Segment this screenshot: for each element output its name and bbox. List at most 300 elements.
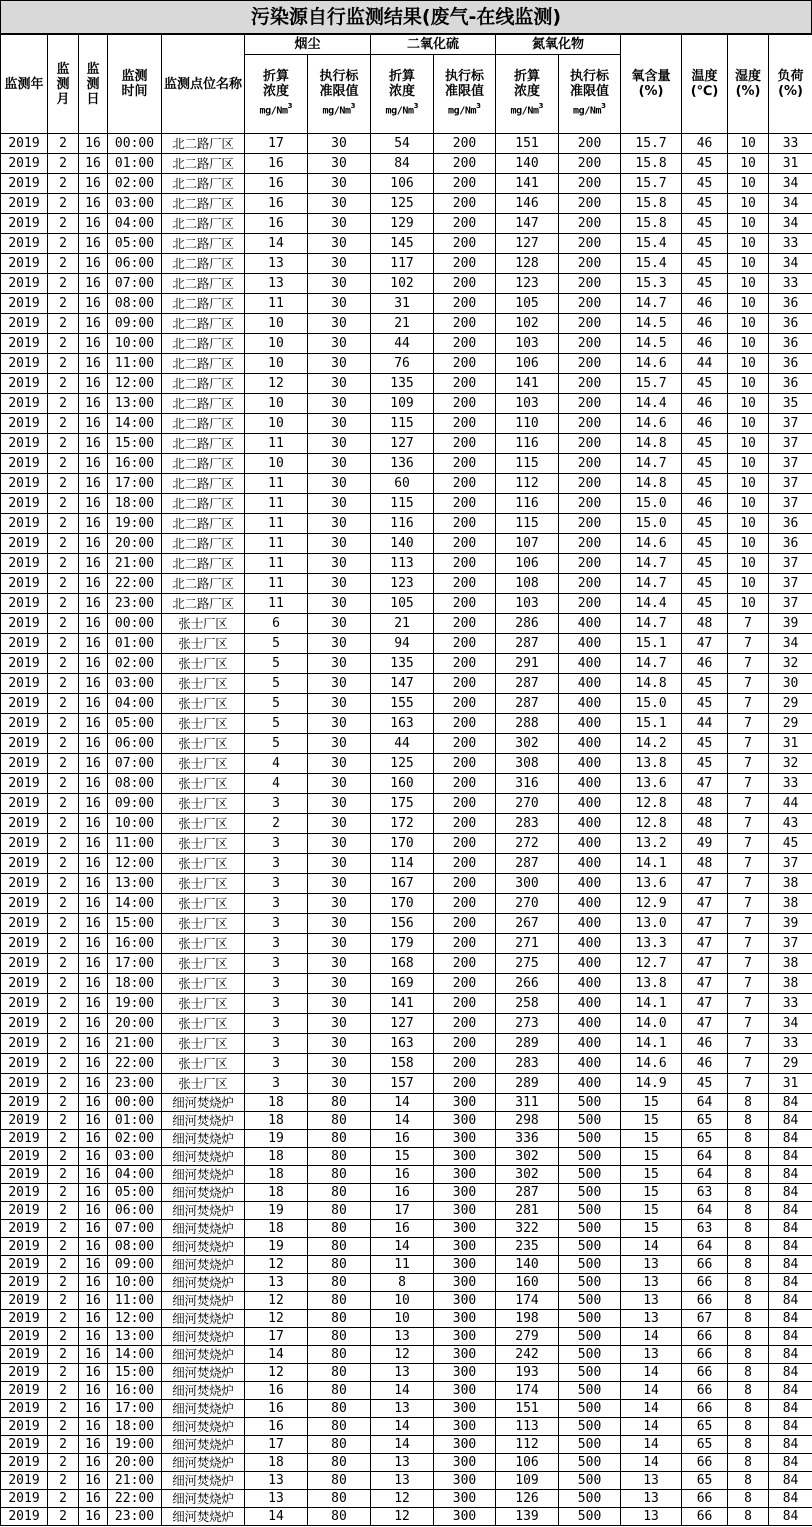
cell-dust-limit: 30: [308, 274, 371, 294]
cell-so2-limit: 300: [434, 1184, 496, 1202]
cell-humid: 7: [728, 714, 769, 734]
cell-so2-limit: 300: [434, 1274, 496, 1292]
cell-temp: 66: [682, 1490, 728, 1508]
cell-time: 09:00: [108, 314, 162, 334]
cell-load: 84: [769, 1346, 812, 1364]
cell-nox-conv: 103: [496, 334, 559, 354]
cell-nox-limit: 200: [559, 274, 621, 294]
cell-dust-limit: 30: [308, 434, 371, 454]
cell-dust-limit: 30: [308, 234, 371, 254]
cell-nox-conv: 115: [496, 454, 559, 474]
cell-day: 16: [79, 294, 108, 314]
cell-dust-limit: 30: [308, 614, 371, 634]
cell-temp: 65: [682, 1418, 728, 1436]
cell-time: 03:00: [108, 674, 162, 694]
cell-time: 10:00: [108, 1274, 162, 1292]
cell-dust-limit: 80: [308, 1508, 371, 1526]
cell-dust-limit: 80: [308, 1166, 371, 1184]
cell-so2-limit: 200: [434, 274, 496, 294]
cell-humid: 10: [728, 434, 769, 454]
cell-o2: 14: [621, 1328, 682, 1346]
cell-dust-limit: 30: [308, 394, 371, 414]
cell-temp: 45: [682, 254, 728, 274]
cell-day: 16: [79, 1490, 108, 1508]
cell-load: 37: [769, 854, 812, 874]
cell-dust-conv: 3: [245, 974, 308, 994]
cell-nox-conv: 258: [496, 994, 559, 1014]
cell-year: 2019: [1, 1166, 48, 1184]
cell-dust-conv: 16: [245, 214, 308, 234]
cell-temp: 45: [682, 594, 728, 614]
cell-humid: 10: [728, 554, 769, 574]
cell-dust-conv: 12: [245, 1310, 308, 1328]
cell-nox-limit: 500: [559, 1436, 621, 1454]
cell-year: 2019: [1, 354, 48, 374]
cell-time: 04:00: [108, 214, 162, 234]
cell-nox-conv: 103: [496, 594, 559, 614]
cell-dust-limit: 30: [308, 194, 371, 214]
cell-temp: 64: [682, 1094, 728, 1112]
cell-dust-limit: 30: [308, 774, 371, 794]
cell-temp: 45: [682, 694, 728, 714]
cell-dust-limit: 30: [308, 1074, 371, 1094]
cell-o2: 15.8: [621, 214, 682, 234]
cell-site: 张士厂区: [162, 994, 245, 1014]
cell-so2-limit: 200: [434, 754, 496, 774]
cell-so2-conv: 94: [371, 634, 434, 654]
cell-nox-conv: 160: [496, 1274, 559, 1292]
cell-dust-conv: 18: [245, 1184, 308, 1202]
cell-o2: 14.6: [621, 414, 682, 434]
cell-dust-limit: 80: [308, 1112, 371, 1130]
cell-o2: 15.0: [621, 494, 682, 514]
cell-so2-limit: 200: [434, 474, 496, 494]
cell-year: 2019: [1, 1382, 48, 1400]
cell-so2-limit: 200: [434, 314, 496, 334]
cell-load: 37: [769, 554, 812, 574]
cell-day: 16: [79, 334, 108, 354]
cell-nox-conv: 141: [496, 374, 559, 394]
cell-time: 18:00: [108, 1418, 162, 1436]
cell-year: 2019: [1, 214, 48, 234]
cell-dust-limit: 30: [308, 814, 371, 834]
cell-dust-limit: 80: [308, 1454, 371, 1472]
cell-dust-conv: 3: [245, 1034, 308, 1054]
cell-site: 北二路厂区: [162, 254, 245, 274]
cell-time: 07:00: [108, 274, 162, 294]
cell-o2: 14.4: [621, 394, 682, 414]
cell-site: 张士厂区: [162, 954, 245, 974]
cell-site: 张士厂区: [162, 974, 245, 994]
cell-humid: 10: [728, 454, 769, 474]
cell-month: 2: [48, 1364, 79, 1382]
cell-nox-limit: 500: [559, 1238, 621, 1256]
cell-o2: 14.7: [621, 454, 682, 474]
table-row: [1, 334, 812, 354]
cell-nox-conv: 106: [496, 354, 559, 374]
cell-load: 36: [769, 314, 812, 334]
cell-dust-conv: 11: [245, 474, 308, 494]
cell-year: 2019: [1, 1364, 48, 1382]
cell-month: 2: [48, 374, 79, 394]
cell-year: 2019: [1, 774, 48, 794]
cell-load: 36: [769, 374, 812, 394]
cell-nox-conv: 151: [496, 134, 559, 154]
cell-dust-conv: 18: [245, 1112, 308, 1130]
cell-day: 16: [79, 934, 108, 954]
cell-so2-limit: 200: [434, 974, 496, 994]
cell-day: 16: [79, 874, 108, 894]
cell-site: 细河焚烧炉: [162, 1490, 245, 1508]
cell-day: 16: [79, 534, 108, 554]
cell-o2: 13.6: [621, 774, 682, 794]
cell-temp: 46: [682, 494, 728, 514]
cell-month: 2: [48, 1508, 79, 1526]
cell-temp: 46: [682, 654, 728, 674]
cell-nox-limit: 200: [559, 454, 621, 474]
header-dust-group: 烟尘: [245, 35, 371, 55]
cell-dust-conv: 3: [245, 894, 308, 914]
cell-humid: 7: [728, 954, 769, 974]
cell-site: 细河焚烧炉: [162, 1148, 245, 1166]
cell-so2-conv: 14: [371, 1238, 434, 1256]
cell-so2-conv: 169: [371, 974, 434, 994]
table-row: [1, 1472, 812, 1490]
cell-temp: 46: [682, 294, 728, 314]
cell-day: 16: [79, 894, 108, 914]
cell-o2: 15.0: [621, 694, 682, 714]
cell-o2: 14: [621, 1418, 682, 1436]
cell-month: 2: [48, 474, 79, 494]
cell-time: 23:00: [108, 1508, 162, 1526]
cell-dust-conv: 11: [245, 514, 308, 534]
cell-day: 16: [79, 254, 108, 274]
cell-temp: 45: [682, 154, 728, 174]
cell-temp: 46: [682, 314, 728, 334]
cell-dust-limit: 30: [308, 354, 371, 374]
cell-nox-conv: 287: [496, 1184, 559, 1202]
cell-site: 细河焚烧炉: [162, 1508, 245, 1526]
cell-o2: 15: [621, 1148, 682, 1166]
cell-so2-limit: 300: [434, 1256, 496, 1274]
cell-site: 张士厂区: [162, 874, 245, 894]
cell-nox-conv: 107: [496, 534, 559, 554]
cell-dust-limit: 80: [308, 1418, 371, 1436]
cell-so2-limit: 200: [434, 814, 496, 834]
cell-dust-conv: 11: [245, 594, 308, 614]
cell-so2-conv: 44: [371, 334, 434, 354]
cell-dust-limit: 80: [308, 1256, 371, 1274]
cell-year: 2019: [1, 1130, 48, 1148]
cell-dust-conv: 18: [245, 1220, 308, 1238]
cell-site: 细河焚烧炉: [162, 1256, 245, 1274]
cell-site: 北二路厂区: [162, 554, 245, 574]
cell-dust-conv: 10: [245, 394, 308, 414]
cell-so2-limit: 200: [434, 734, 496, 754]
cell-day: 16: [79, 594, 108, 614]
cell-dust-conv: 3: [245, 794, 308, 814]
cell-temp: 64: [682, 1166, 728, 1184]
cell-so2-conv: 127: [371, 1014, 434, 1034]
cell-dust-conv: 4: [245, 754, 308, 774]
cell-so2-conv: 175: [371, 794, 434, 814]
cell-so2-limit: 200: [434, 134, 496, 154]
cell-nox-limit: 200: [559, 594, 621, 614]
cell-dust-limit: 30: [308, 1014, 371, 1034]
cell-day: 16: [79, 734, 108, 754]
cell-temp: 48: [682, 814, 728, 834]
cell-time: 03:00: [108, 1148, 162, 1166]
cell-year: 2019: [1, 694, 48, 714]
cell-month: 2: [48, 1382, 79, 1400]
cell-day: 16: [79, 1454, 108, 1472]
cell-time: 13:00: [108, 1328, 162, 1346]
cell-month: 2: [48, 1400, 79, 1418]
cell-humid: 10: [728, 194, 769, 214]
cell-year: 2019: [1, 794, 48, 814]
cell-so2-conv: 163: [371, 1034, 434, 1054]
cell-humid: 10: [728, 234, 769, 254]
cell-day: 16: [79, 274, 108, 294]
cell-month: 2: [48, 1238, 79, 1256]
cell-site: 细河焚烧炉: [162, 1364, 245, 1382]
cell-temp: 45: [682, 454, 728, 474]
cell-so2-limit: 200: [434, 654, 496, 674]
table-row: [1, 294, 812, 314]
cell-load: 44: [769, 794, 812, 814]
cell-year: 2019: [1, 1220, 48, 1238]
cell-so2-limit: 200: [434, 914, 496, 934]
cell-day: 16: [79, 774, 108, 794]
cell-dust-conv: 5: [245, 654, 308, 674]
table-row: [1, 1436, 812, 1454]
cell-o2: 13: [621, 1346, 682, 1364]
cell-site: 北二路厂区: [162, 394, 245, 414]
cell-nox-limit: 400: [559, 954, 621, 974]
cell-nox-conv: 140: [496, 154, 559, 174]
cell-time: 04:00: [108, 1166, 162, 1184]
cell-so2-limit: 200: [434, 714, 496, 734]
cell-temp: 64: [682, 1202, 728, 1220]
cell-so2-conv: 106: [371, 174, 434, 194]
cell-temp: 45: [682, 374, 728, 394]
cell-year: 2019: [1, 674, 48, 694]
cell-temp: 66: [682, 1328, 728, 1346]
cell-so2-limit: 300: [434, 1094, 496, 1112]
cell-nox-limit: 200: [559, 394, 621, 414]
cell-nox-conv: 139: [496, 1508, 559, 1526]
cell-humid: 7: [728, 754, 769, 774]
cell-day: 16: [79, 1220, 108, 1238]
cell-dust-limit: 30: [308, 974, 371, 994]
cell-so2-limit: 300: [434, 1472, 496, 1490]
cell-so2-conv: 16: [371, 1166, 434, 1184]
cell-nox-conv: 146: [496, 194, 559, 214]
cell-nox-limit: 400: [559, 894, 621, 914]
cell-dust-conv: 3: [245, 954, 308, 974]
table-row: [1, 1400, 812, 1418]
cell-time: 22:00: [108, 574, 162, 594]
cell-site: 张士厂区: [162, 854, 245, 874]
cell-nox-limit: 200: [559, 554, 621, 574]
cell-so2-conv: 155: [371, 694, 434, 714]
cell-so2-conv: 113: [371, 554, 434, 574]
cell-nox-limit: 200: [559, 194, 621, 214]
cell-nox-conv: 287: [496, 634, 559, 654]
cell-nox-limit: 200: [559, 234, 621, 254]
cell-temp: 64: [682, 1238, 728, 1256]
cell-site: 张士厂区: [162, 1054, 245, 1074]
cell-temp: 45: [682, 1074, 728, 1094]
cell-so2-limit: 300: [434, 1508, 496, 1526]
cell-so2-limit: 300: [434, 1310, 496, 1328]
cell-load: 37: [769, 494, 812, 514]
table-row: [1, 1220, 812, 1238]
cell-day: 16: [79, 1310, 108, 1328]
cell-dust-limit: 30: [308, 494, 371, 514]
table-row: [1, 614, 812, 634]
cell-dust-conv: 18: [245, 1094, 308, 1112]
cell-site: 张士厂区: [162, 614, 245, 634]
cell-humid: 10: [728, 254, 769, 274]
cell-month: 2: [48, 1454, 79, 1472]
cell-o2: 15.7: [621, 374, 682, 394]
cell-humid: 8: [728, 1418, 769, 1436]
cell-time: 05:00: [108, 1184, 162, 1202]
cell-dust-limit: 30: [308, 314, 371, 334]
cell-year: 2019: [1, 414, 48, 434]
cell-month: 2: [48, 494, 79, 514]
cell-time: 16:00: [108, 934, 162, 954]
cell-dust-conv: 4: [245, 774, 308, 794]
cell-day: 16: [79, 1014, 108, 1034]
table-row: [1, 554, 812, 574]
cell-load: 84: [769, 1256, 812, 1274]
cell-so2-limit: 200: [434, 494, 496, 514]
cell-so2-conv: 14: [371, 1112, 434, 1130]
cell-nox-conv: 286: [496, 614, 559, 634]
table-row: [1, 634, 812, 654]
cell-o2: 15: [621, 1166, 682, 1184]
cell-nox-limit: 200: [559, 574, 621, 594]
cell-nox-limit: 400: [559, 874, 621, 894]
cell-day: 16: [79, 134, 108, 154]
cell-o2: 13: [621, 1490, 682, 1508]
table-row: [1, 574, 812, 594]
cell-temp: 45: [682, 174, 728, 194]
cell-time: 08:00: [108, 1238, 162, 1256]
cell-nox-limit: 400: [559, 674, 621, 694]
cell-time: 21:00: [108, 1472, 162, 1490]
cell-o2: 12.8: [621, 794, 682, 814]
cell-dust-limit: 80: [308, 1202, 371, 1220]
table-row: [1, 934, 812, 954]
cell-month: 2: [48, 774, 79, 794]
cell-nox-limit: 500: [559, 1184, 621, 1202]
cell-so2-conv: 76: [371, 354, 434, 374]
cell-load: 84: [769, 1454, 812, 1472]
cell-o2: 14.6: [621, 534, 682, 554]
cell-humid: 8: [728, 1202, 769, 1220]
cell-so2-limit: 200: [434, 214, 496, 234]
table-row: [1, 694, 812, 714]
cell-humid: 7: [728, 734, 769, 754]
cell-year: 2019: [1, 654, 48, 674]
cell-o2: 14.9: [621, 1074, 682, 1094]
cell-dust-limit: 30: [308, 534, 371, 554]
cell-day: 16: [79, 454, 108, 474]
cell-day: 16: [79, 434, 108, 454]
cell-so2-limit: 200: [434, 874, 496, 894]
cell-nox-limit: 500: [559, 1292, 621, 1310]
cell-dust-limit: 30: [308, 554, 371, 574]
table-row: [1, 474, 812, 494]
cell-dust-conv: 10: [245, 454, 308, 474]
cell-month: 2: [48, 1202, 79, 1220]
cell-nox-limit: 500: [559, 1220, 621, 1238]
cell-so2-limit: 300: [434, 1148, 496, 1166]
cell-month: 2: [48, 434, 79, 454]
cell-load: 37: [769, 454, 812, 474]
cell-time: 04:00: [108, 694, 162, 714]
table-row: [1, 274, 812, 294]
cell-nox-limit: 200: [559, 134, 621, 154]
cell-so2-conv: 17: [371, 1202, 434, 1220]
cell-site: 细河焚烧炉: [162, 1094, 245, 1112]
cell-so2-conv: 12: [371, 1508, 434, 1526]
cell-site: 细河焚烧炉: [162, 1310, 245, 1328]
cell-humid: 10: [728, 394, 769, 414]
table-row: [1, 1184, 812, 1202]
table-row: [1, 594, 812, 614]
cell-load: 84: [769, 1094, 812, 1112]
cell-month: 2: [48, 1436, 79, 1454]
cell-day: 16: [79, 1418, 108, 1436]
cell-dust-conv: 16: [245, 1400, 308, 1418]
cell-day: 16: [79, 1472, 108, 1490]
cell-o2: 14.7: [621, 574, 682, 594]
cell-time: 21:00: [108, 554, 162, 574]
cell-nox-limit: 500: [559, 1382, 621, 1400]
cell-o2: 13.8: [621, 974, 682, 994]
table-row: [1, 1034, 812, 1054]
cell-time: 05:00: [108, 234, 162, 254]
cell-dust-conv: 17: [245, 134, 308, 154]
cell-month: 2: [48, 314, 79, 334]
cell-nox-conv: 279: [496, 1328, 559, 1346]
cell-nox-conv: 128: [496, 254, 559, 274]
cell-day: 16: [79, 1238, 108, 1256]
cell-day: 16: [79, 694, 108, 714]
cell-humid: 10: [728, 574, 769, 594]
header-dust-limit-unit-sup: 3: [350, 102, 356, 111]
cell-site: 北二路厂区: [162, 414, 245, 434]
table-row: [1, 1346, 812, 1364]
header-dust-conv-text: 折算浓度: [262, 69, 289, 100]
cell-o2: 14.8: [621, 474, 682, 494]
cell-month: 2: [48, 734, 79, 754]
cell-humid: 7: [728, 1054, 769, 1074]
cell-time: 15:00: [108, 1364, 162, 1382]
cell-dust-limit: 80: [308, 1328, 371, 1346]
cell-o2: 14.8: [621, 674, 682, 694]
cell-day: 16: [79, 794, 108, 814]
cell-year: 2019: [1, 954, 48, 974]
cell-so2-conv: 16: [371, 1220, 434, 1238]
cell-so2-conv: 16: [371, 1130, 434, 1148]
cell-nox-limit: 500: [559, 1346, 621, 1364]
cell-dust-conv: 5: [245, 634, 308, 654]
